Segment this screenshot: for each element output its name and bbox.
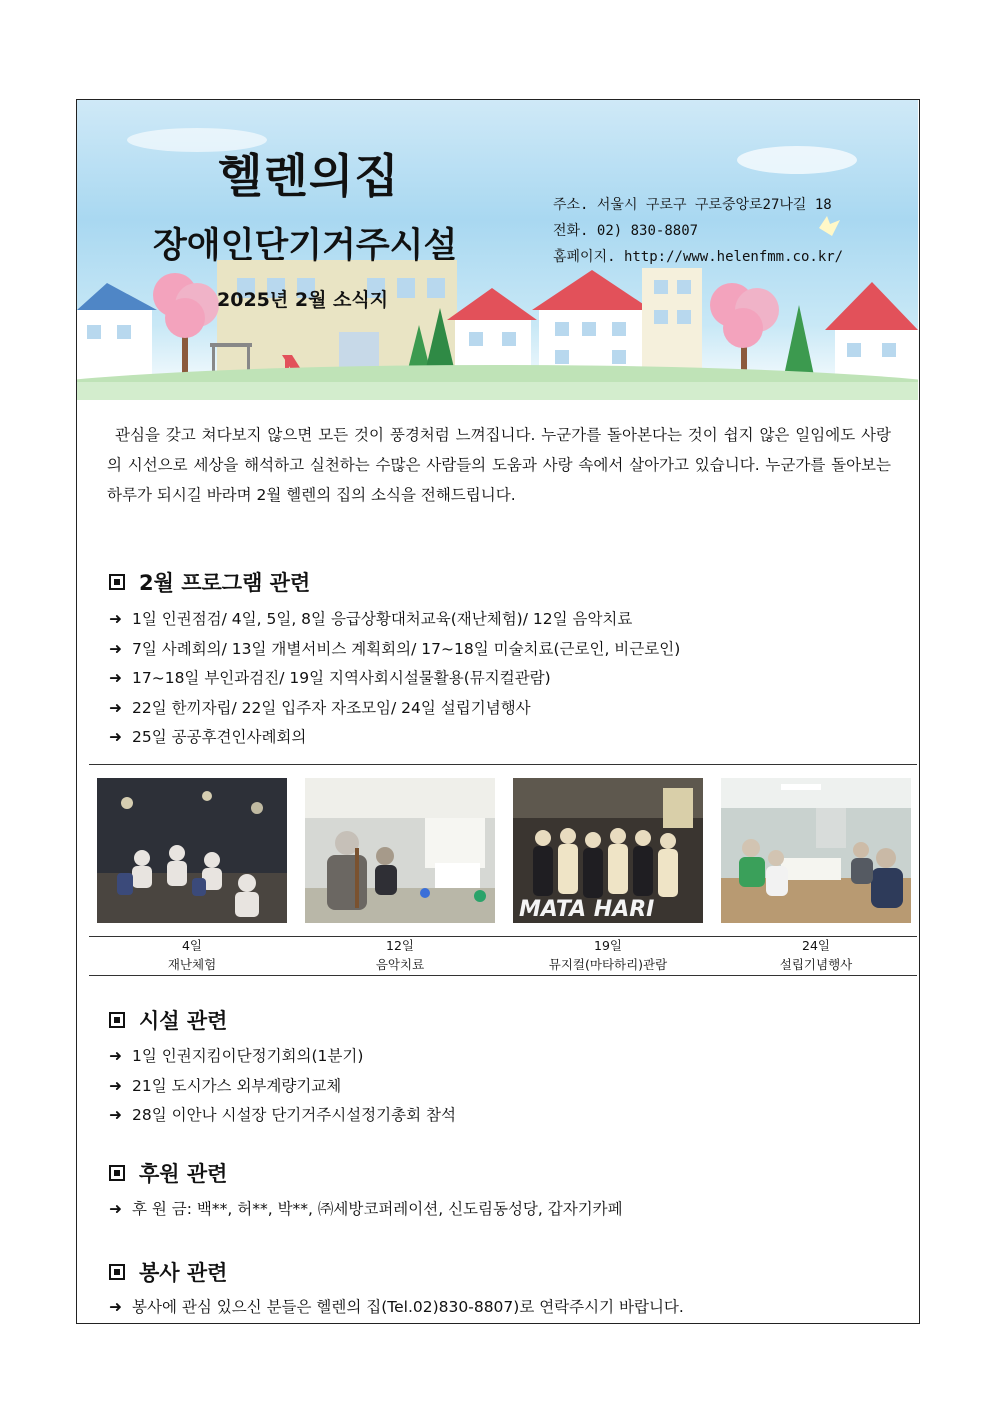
sponsor-list [109,1195,623,1225]
list-item-text: 1일 인권점검/ 4일, 5일, 8일 응급상황대처교육(재난체험)/ 12일 음악치료 [132,610,633,628]
arrow-icon: ➜ [109,669,122,687]
list-item-text: 봉사에 관심 있으신 분들은 헬렌의 집(Tel.02)830-8807)로 연락주시기 바랍니다. [132,1298,684,1316]
caption [97,936,287,974]
list-item [109,1072,456,1102]
header-banner [77,100,918,400]
section-volunteer-heading [109,1257,227,1287]
list-item [109,1195,623,1225]
caption [721,936,911,974]
arrow-icon: ➜ [109,1076,122,1095]
section-title: 2월 프로그램 관련 [139,571,311,595]
photo-anniversary-event [721,778,911,923]
address: 주소. 서울시 구로구 구로중앙로27나길 18 [553,197,832,213]
issue-label: 2025년 2월 소식지 [217,289,389,311]
caption-day: 12일 [386,938,414,953]
list-item-text: 1일 인권지킴이단정기회의(1분기) [132,1047,364,1065]
section-title: 봉사 관련 [139,1261,228,1285]
caption-day: 4일 [181,938,203,953]
list-item-text: 25일 공공후견인사례회의 [132,728,307,746]
list-item-text: 17~18일 부인과검진/ 19일 지역사회시설물활용(뮤지컬관람) [132,669,551,687]
arrow-icon: ➜ [109,728,122,746]
caption [513,936,703,974]
contact-info [553,192,843,270]
square-bullet-icon [109,1264,125,1280]
list-item [109,605,680,635]
divider [89,975,917,976]
homepage-link[interactable]: 홈페이지. http://www.helenfmm.co.kr/ [553,249,844,265]
caption-day: 24일 [802,938,830,953]
arrow-icon: ➜ [109,1106,122,1124]
caption [305,936,495,974]
page-title: 헬렌의집 [218,149,400,203]
square-bullet-icon [109,574,125,590]
mata-hari-sign: MATA HARI [519,897,655,922]
caption-label: 음악치료 [375,957,425,972]
section-sponsor-heading [109,1158,227,1188]
photo-music-therapy [305,778,495,923]
caption-label: 뮤지컬(마타하리)관람 [548,957,668,972]
arrow-icon: ➜ [109,1047,122,1065]
arrow-icon: ➜ [109,698,122,717]
section-program-heading [109,567,310,597]
section-facility-heading [109,1005,227,1035]
photo-disaster-drill [97,778,287,923]
caption-label: 재난체험 [167,957,217,972]
photo-captions [89,936,917,974]
square-bullet-icon [109,1165,125,1181]
divider [89,764,917,765]
list-item-text: 28일 이안나 시설장 단기거주시설정기총회 참석 [132,1106,456,1124]
page-subtitle: 장애인단기거주시설 [153,226,458,266]
newsletter-frame [76,99,920,1324]
photo-musical-outing [513,778,703,923]
arrow-icon: ➜ [109,1200,122,1218]
arrow-icon: ➜ [109,639,122,658]
list-item-text: 후 원 금: 백**, 허**, 박**, ㈜세방코퍼레이션, 신도림동성당, 갑자기카페 [132,1200,623,1218]
arrow-icon: ➜ [109,1298,122,1316]
square-bullet-icon [109,1012,125,1028]
list-item-text: 21일 도시가스 외부계량기교체 [132,1076,342,1095]
list-item [109,694,680,724]
list-item [109,1293,684,1323]
arrow-icon: ➜ [109,610,122,628]
list-item [109,1042,456,1072]
section-title: 시설 관련 [139,1009,228,1033]
list-item-text: 22일 한끼자립/ 22일 입주자 자조모임/ 24일 설립기념행사 [132,698,531,717]
section-title: 후원 관련 [139,1162,228,1186]
list-item [109,635,680,665]
list-item [109,1101,456,1131]
list-item [109,723,680,753]
phone: 전화. 02) 830-8807 [553,223,699,239]
facility-list [109,1042,456,1131]
volunteer-list [109,1293,684,1323]
photo-strip [97,778,909,923]
program-list [109,605,680,753]
list-item-text: 7일 사례회의/ 13일 개별서비스 계획회의/ 17~18일 미술치료(근로인, 비근로인) [132,639,681,658]
list-item [109,664,680,694]
intro-paragraph: 관심을 갖고 쳐다보지 않으면 모든 것이 풍경처럼 느껴집니다. 누군가를 돌아본다는 것이 쉽지 않은 일임에도 사랑의 시선으로 세상을 해석하고 실천하는 수많은 사람들의 도움과 사랑 속에서 살아가고 있습니다. 누군가를 돌아보는 하루가 되시길 바라며 2월 헬렌의 집의 소식을 전해드립니다. [107,426,891,504]
caption-day: 19일 [594,938,622,953]
caption-label: 설립기념행사 [779,957,853,972]
